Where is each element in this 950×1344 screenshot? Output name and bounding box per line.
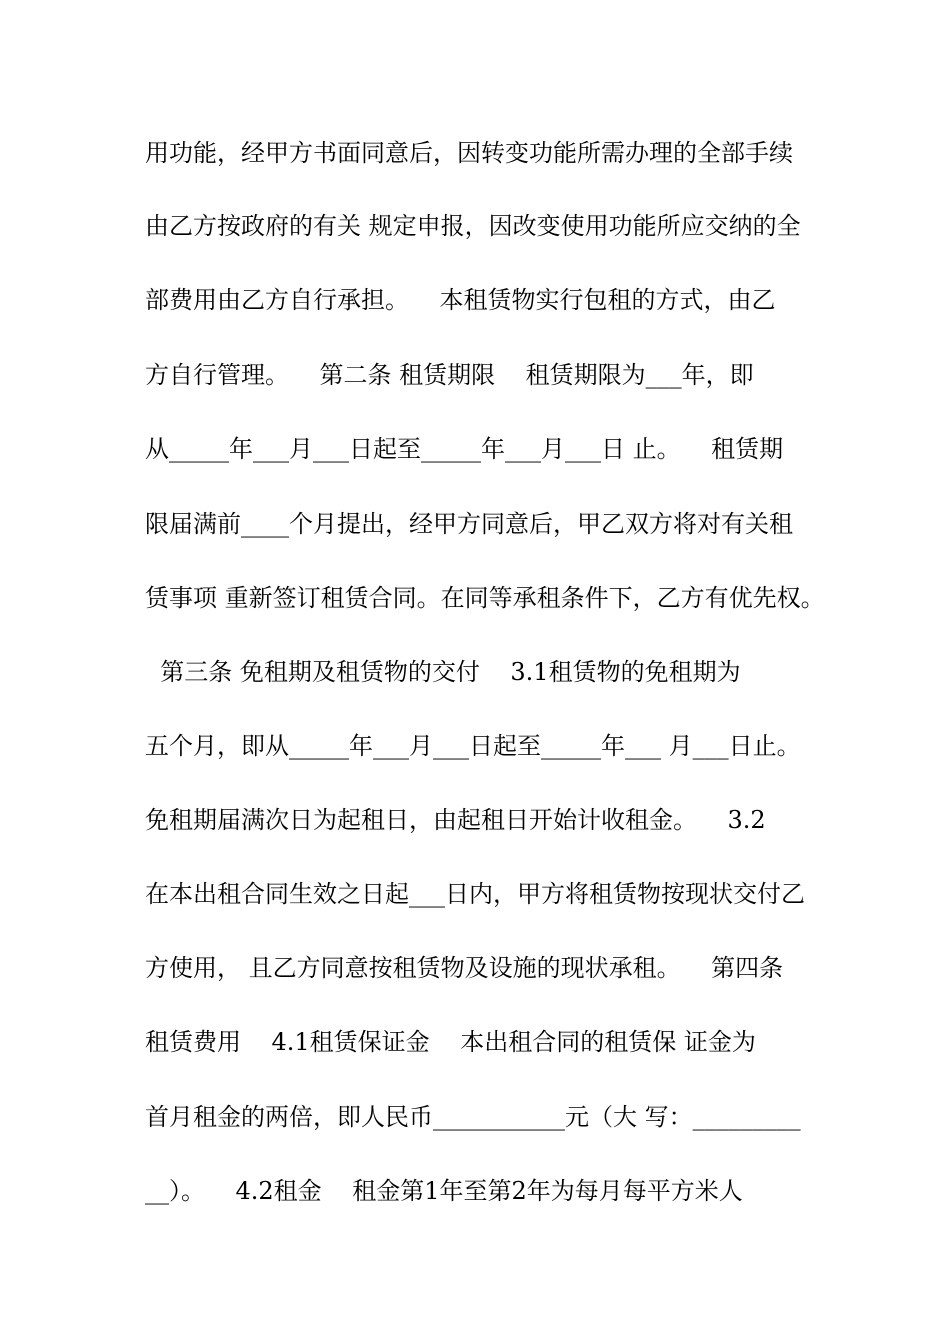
text-line: 由乙方按政府的有关 规定申报，因改变使用功能所应交纳的全 bbox=[145, 212, 801, 240]
text-line: 从_____年___月___日起至_____年___月___日 止。 租赁期 bbox=[145, 435, 784, 463]
text-line: 赁事项 重新签订租赁合同。在同等承租条件下，乙方有优先权。 bbox=[145, 584, 825, 612]
text-line: 方使用， 且乙方同意按租赁物及设施的现状承租。 第四条 bbox=[145, 954, 784, 982]
text-line: 用功能，经甲方书面同意后，因转变功能所需办理的全部手续 bbox=[145, 139, 793, 167]
text-line: 部费用由乙方自行承担。 本租赁物实行包租的方式，由乙 bbox=[145, 286, 776, 314]
text-line: __）。 4.2租金 租金第1年至第2年为每月每平方米人 bbox=[145, 1177, 743, 1205]
text-line: 免租期届满次日为起租日，由起租日开始计收租金。 3.2 bbox=[145, 806, 766, 834]
text-line: 第三条 免租期及租赁物的交付 3.1租赁物的免租期为 bbox=[145, 658, 741, 686]
text-line: 方自行管理。 第二条 租赁期限 租赁期限为___年，即 bbox=[145, 361, 754, 389]
text-line: 限届满前____个月提出，经甲方同意后，甲乙双方将对有关租 bbox=[145, 510, 793, 538]
text-line: 在本出租合同生效之日起___日内，甲方将租赁物按现状交付乙 bbox=[145, 880, 805, 908]
text-line: 首月租金的两倍，即人民币___________元（大 写：_________ bbox=[145, 1103, 801, 1131]
text-line: 五个月，即从_____年___月___日起至_____年___ 月___日止。 bbox=[145, 732, 801, 760]
text-line: 租赁费用 4.1租赁保证金 本出租合同的租赁保 证金为 bbox=[145, 1028, 756, 1056]
